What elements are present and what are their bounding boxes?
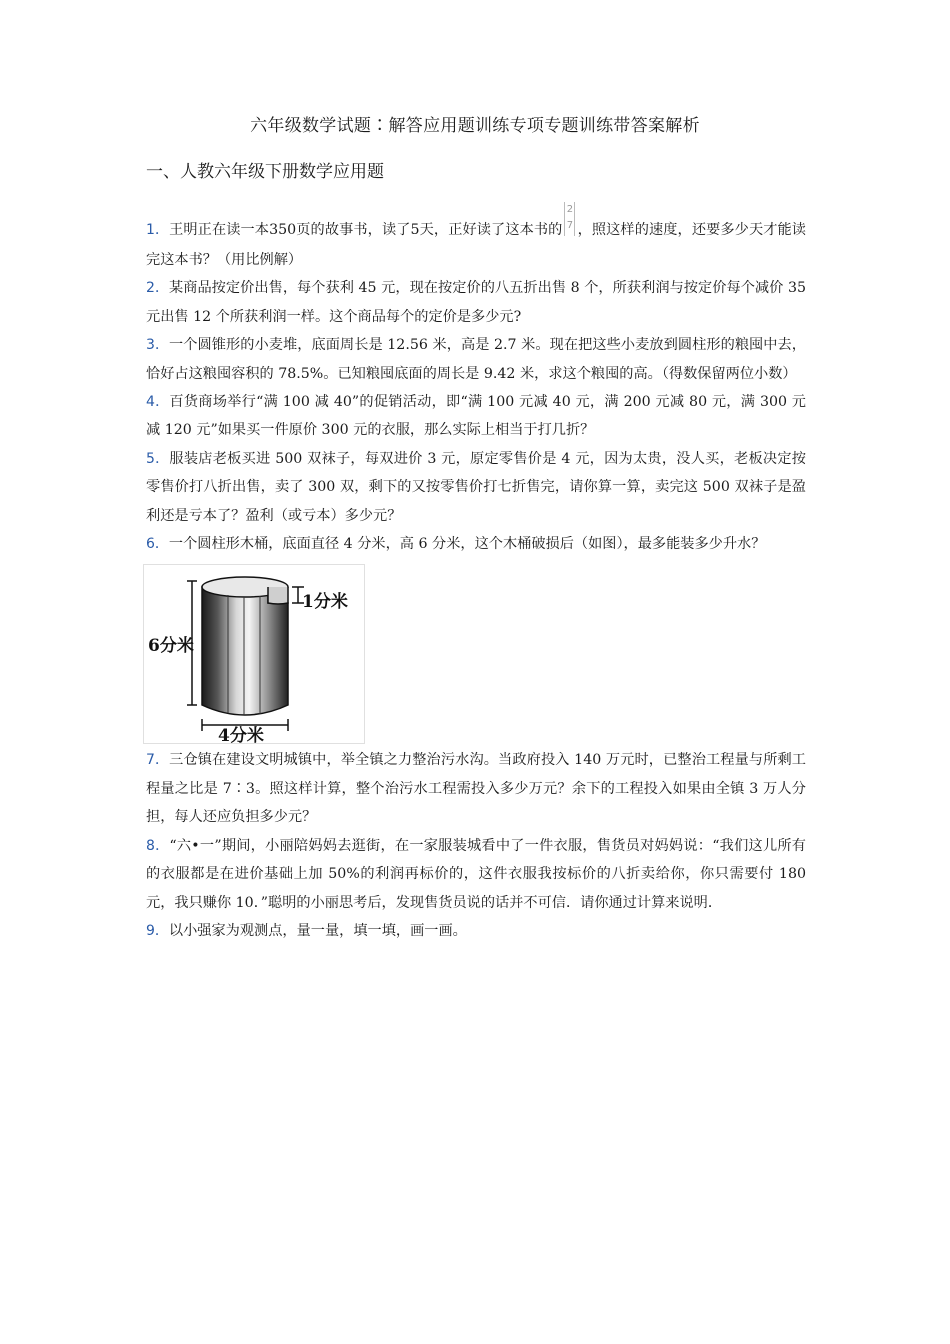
question-1	[146, 204, 806, 274]
question-7	[146, 746, 806, 831]
question-text: 一个圆锥形的小麦堆，底面周长是 12.56 米，高是 2.7 米。现在把这些小麦放到圆柱形的粮囤中去，恰好占这粮囤容积的 78.5%。已知粮囤底面的周长是 9.42 米，求这个粮囤的高。（得数保留两位小数）	[146, 337, 806, 382]
section-heading: 一、人教六年级下册数学应用题	[146, 162, 384, 182]
height-label: 6分米	[148, 636, 194, 657]
question-9	[146, 917, 806, 945]
question-number: 4．	[146, 394, 170, 411]
question-text: “六•一”期间，小丽陪妈妈去逛街，在一家服装城看中了一件衣服，售货员对妈妈说：“我们这儿所有的衣服都是在进价基础上加 50%的利润再标价的，这件衣服我按标价的八折卖给你，你只需要付 180 元，我只赚你 10．”聪明的小丽思考后，发现售货员说的话并不可信．请你通过计算来说明．	[146, 837, 806, 911]
cylinder-figure	[143, 564, 365, 744]
fraction-image	[564, 202, 575, 236]
question-3	[146, 331, 806, 388]
question-number: 9．	[146, 922, 169, 939]
question-text: 以小强家为观测点，量一量，填一填，画一画。	[168, 922, 467, 939]
cylinder-body	[202, 587, 288, 715]
question-text: 某商品按定价出售，每个获利 45 元，现在按定价的八五折出售 8 个，所获利润与按定价每个减价 35 元出售 12 个所获利润一样。这个商品每个的定价是多少元?	[146, 280, 806, 325]
question-number: 8．	[146, 837, 170, 854]
question-text: 一个圆柱形木桶，底面直径 4 分米，高 6 分米，这个木桶破损后（如图），最多能装多少升水？	[168, 536, 766, 553]
broken-section	[268, 587, 288, 604]
question-text: 服装店老板买进 500 双袜子，每双进价 3 元，原定零售价是 4 元，因为太贵，没人买，老板决定按零售价打八折出售，卖了 300 双，剩下的又按零售价打七折售完，请你算一算，卖完这 500 双袜子是盈利还是亏本了？盈利（或亏本）多少元？	[146, 450, 806, 524]
question-5	[146, 445, 806, 530]
question-number: 6．	[146, 536, 169, 553]
question-number: 7．	[146, 752, 170, 769]
question-8	[146, 832, 806, 917]
fraction-denominator: 7	[566, 220, 574, 231]
question-text: ，照这样的速度，还要多少天才能读完这本书？（用比例解）	[146, 222, 806, 268]
question-number: 1．	[146, 222, 170, 238]
question-6	[146, 530, 806, 558]
question-number: 3．	[146, 337, 170, 354]
question-4	[146, 388, 806, 445]
question-text: 百货商场举行“满 100 减 40”的促销活动，即“满 100 元减 40 元，满 200 元减 80 元，满 300 元减 120 元”如果买一件原价 300 元的衣服，那么实际上相当于打几折？	[146, 394, 806, 439]
diameter-label: 4分米	[218, 726, 264, 744]
question-text: 王明正在读一本350页的故事书，读了5天，正好读了这本书的	[169, 222, 563, 238]
question-2	[146, 274, 806, 331]
question-number: 5．	[146, 450, 170, 467]
gap-label: 1分米	[302, 592, 348, 613]
question-text: 三仓镇在建设文明城镇中，举全镇之力整治污水沟。当政府投入 140 万元时，已整治工程量与所剩工程量之比是 7∶3。照这样计算，整个治污水工程需投入多少万元？余下的工程投入如果由全镇 3 万人分担，每人还应负担多少元？	[146, 752, 806, 826]
page-title: 六年级数学试题∶解答应用题训练专项专题训练带答案解析	[250, 116, 700, 136]
question-number: 2．	[146, 280, 169, 297]
fraction-numerator: 2	[566, 204, 574, 215]
question-list	[146, 204, 806, 945]
cylinder-drawing	[144, 565, 364, 743]
